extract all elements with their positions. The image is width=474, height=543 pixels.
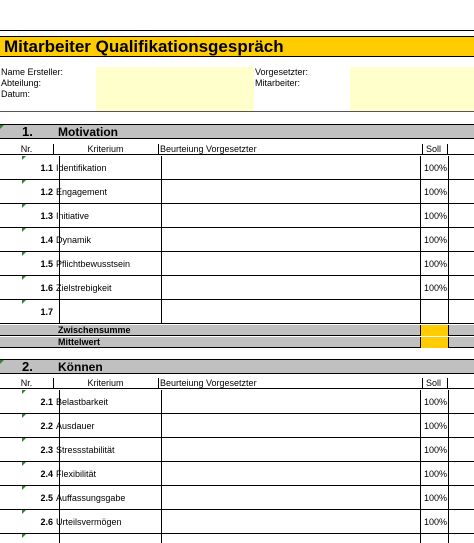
row-beurteilung-cell[interactable] — [158, 486, 421, 510]
row-beurteilung-cell[interactable] — [158, 414, 421, 438]
mittelwert-value — [420, 337, 449, 348]
section-title: Können — [58, 360, 103, 374]
section-number: 2. — [22, 359, 33, 374]
row-kriterium: Pflichtbewusstsein — [53, 252, 162, 276]
info-label: Mitarbeiter: — [254, 78, 352, 90]
row-soll: 100% — [420, 414, 449, 438]
row-beurteilung-cell[interactable] — [158, 300, 421, 324]
column-header-row — [0, 378, 474, 389]
row-nr: 1.1 — [0, 156, 60, 180]
row-nr: 1.2 — [0, 180, 60, 204]
row-nr: 2.1 — [0, 390, 60, 414]
row-kriterium — [53, 534, 162, 543]
info-label: Abteilung: — [0, 78, 98, 90]
zwischensumme-label: Zwischensumme — [58, 325, 131, 335]
row-soll: 100% — [420, 228, 449, 252]
row-kriterium: Dynamik — [53, 228, 162, 252]
row-soll: 100% — [420, 204, 449, 228]
zwischensumme-row — [0, 325, 474, 336]
section-number: 1. — [22, 124, 33, 139]
row-soll: 100% — [420, 390, 449, 414]
row-nr: 2.6 — [0, 510, 60, 534]
page-title: Mitarbeiter Qualifikationsgespräch — [0, 36, 474, 57]
table-row — [0, 252, 474, 276]
col-soll: Soll — [420, 378, 448, 389]
row-kriterium: Stressstabilität — [53, 438, 162, 462]
row-nr: 1.5 — [0, 252, 60, 276]
info-row — [0, 89, 474, 100]
row-beurteilung-cell[interactable] — [158, 204, 421, 228]
info-row — [0, 67, 474, 78]
row-nr: 2.5 — [0, 486, 60, 510]
row-kriterium[interactable] — [53, 300, 162, 324]
info-row — [0, 100, 474, 111]
table-row — [0, 276, 474, 300]
info-field[interactable] — [350, 100, 474, 112]
row-beurteilung-cell[interactable] — [158, 438, 421, 462]
table-row — [0, 414, 474, 438]
row-beurteilung-cell[interactable] — [158, 390, 421, 414]
col-soll: Soll — [420, 144, 448, 155]
table-row — [0, 156, 474, 180]
row-soll: 100% — [420, 156, 449, 180]
row-kriterium: Auffassungsgabe — [53, 486, 162, 510]
mittelwert-row — [0, 337, 474, 348]
table-row — [0, 300, 474, 324]
section-title: Motivation — [58, 125, 118, 139]
row-beurteilung-cell[interactable] — [158, 462, 421, 486]
table-row — [0, 180, 474, 204]
info-row — [0, 78, 474, 89]
table-row — [0, 438, 474, 462]
comment-marker-icon — [0, 125, 4, 129]
row-kriterium: Zielstrebigkeit — [53, 276, 162, 300]
row-beurteilung-cell[interactable] — [158, 510, 421, 534]
row-soll: 100% — [420, 252, 449, 276]
row-beurteilung-cell[interactable] — [158, 276, 421, 300]
row-kriterium: Urteilsvermögen — [53, 510, 162, 534]
table-row — [0, 204, 474, 228]
zwischensumme-value — [420, 325, 449, 336]
row-beurteilung-cell[interactable] — [158, 252, 421, 276]
row-kriterium: Engagement — [53, 180, 162, 204]
column-header-row — [0, 144, 474, 155]
row-nr: 1.6 — [0, 276, 60, 300]
table-row — [0, 462, 474, 486]
top-border-line — [0, 30, 474, 31]
col-beurteilung: Beurteiung Vorgesetzter — [158, 378, 423, 389]
section-header-motivation — [0, 124, 474, 139]
info-label — [0, 100, 98, 112]
table-row — [0, 390, 474, 414]
row-nr — [0, 534, 60, 543]
row-nr: 2.3 — [0, 438, 60, 462]
row-nr: 1.7 — [0, 300, 60, 324]
row-soll: 100% — [420, 462, 449, 486]
row-nr: 2.2 — [0, 414, 60, 438]
mittelwert-label: Mittelwert — [58, 337, 101, 347]
row-kriterium: Initiative — [53, 204, 162, 228]
col-kriterium: Kriterium — [53, 144, 159, 155]
comment-marker-icon — [0, 360, 4, 364]
row-nr: 1.4 — [0, 228, 60, 252]
info-label — [254, 100, 352, 112]
row-soll: 100% — [420, 486, 449, 510]
info-label: Vorgesetzter: — [254, 67, 352, 79]
col-kriterium: Kriterium — [53, 378, 159, 389]
row-beurteilung-cell[interactable] — [158, 228, 421, 252]
row-beurteilung-cell[interactable] — [158, 156, 421, 180]
row-beurteilung-cell[interactable] — [158, 534, 421, 543]
row-kriterium: Ausdauer — [53, 414, 162, 438]
col-beurteilung: Beurteiung Vorgesetzter — [158, 144, 423, 155]
row-soll: 100% — [420, 510, 449, 534]
table-row — [0, 510, 474, 534]
col-nr: Nr. — [0, 378, 54, 389]
row-soll: 100% — [420, 180, 449, 204]
table-row — [0, 534, 474, 543]
row-nr: 1.3 — [0, 204, 60, 228]
col-nr: Nr. — [0, 144, 54, 155]
row-soll — [420, 300, 449, 324]
table-row — [0, 228, 474, 252]
section-header-koennen — [0, 359, 474, 374]
info-label: Datum: — [0, 89, 98, 101]
row-kriterium: Flexibilität — [53, 462, 162, 486]
row-soll: 100% — [420, 276, 449, 300]
row-soll — [420, 534, 449, 543]
info-label: Name Ersteller: — [0, 67, 98, 79]
row-kriterium: Belastbarkeit — [53, 390, 162, 414]
table-row — [0, 486, 474, 510]
row-nr: 2.4 — [0, 462, 60, 486]
info-field[interactable] — [96, 100, 255, 112]
row-beurteilung-cell[interactable] — [158, 180, 421, 204]
row-kriterium: Identifikation — [53, 156, 162, 180]
row-soll: 100% — [420, 438, 449, 462]
